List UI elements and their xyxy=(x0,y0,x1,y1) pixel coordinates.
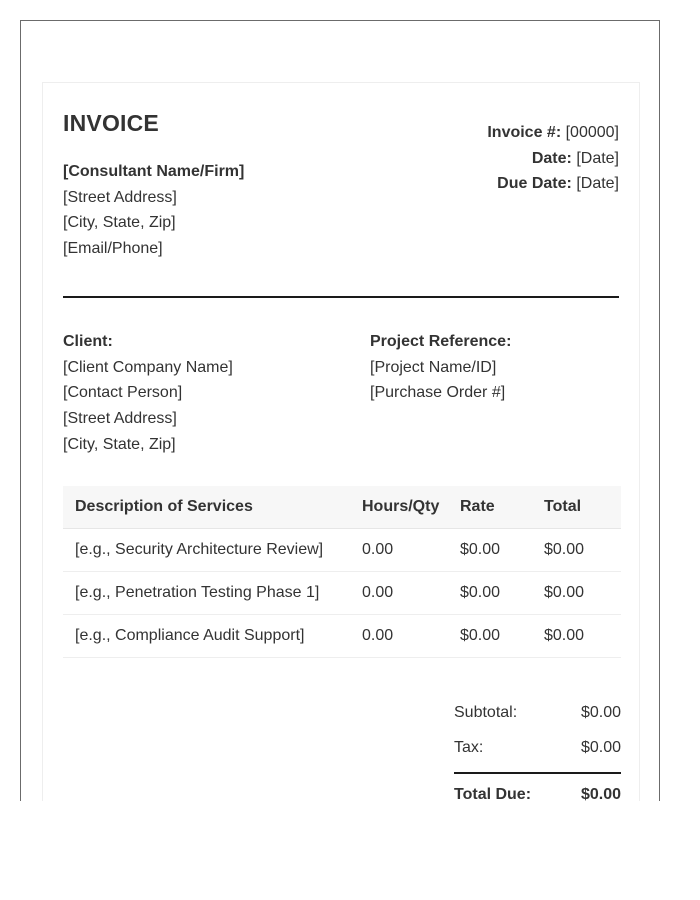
tax-value: $0.00 xyxy=(580,738,621,756)
subtotal-row xyxy=(454,695,621,730)
services-table xyxy=(63,486,621,658)
consultant-contact: [Email/Phone] xyxy=(63,240,163,258)
row-hours: 0.00 xyxy=(352,572,448,615)
tax-label: Tax: xyxy=(454,738,484,756)
invoice-title: INVOICE xyxy=(63,110,159,136)
consultant-street: [Street Address] xyxy=(63,188,177,206)
column-header-hours: Hours/Qty xyxy=(352,486,448,529)
row-rate: $0.00 xyxy=(448,615,532,658)
invoice-due-date-row xyxy=(487,171,619,197)
row-hours: 0.00 xyxy=(352,529,448,572)
table-row xyxy=(63,529,621,572)
invoice-date-value: [Date] xyxy=(576,149,619,167)
row-description: [e.g., Compliance Audit Support] xyxy=(63,615,352,658)
project-block xyxy=(370,329,511,406)
consultant-address-block xyxy=(63,159,244,262)
client-street: [Street Address] xyxy=(63,410,177,428)
total-due-row xyxy=(454,772,621,801)
table-row xyxy=(63,572,621,615)
invoice-number-row xyxy=(487,120,619,146)
consultant-name: [Consultant Name/Firm] xyxy=(63,163,245,180)
invoice-due-date-value: [Date] xyxy=(576,175,619,193)
invoice-date-row xyxy=(487,146,619,172)
consultant-city: [City, State, Zip] xyxy=(63,214,176,232)
column-header-rate: Rate xyxy=(448,486,532,529)
project-heading: Project Reference: xyxy=(370,333,512,350)
client-block xyxy=(63,329,233,458)
client-heading: Client: xyxy=(63,333,113,350)
table-header-row xyxy=(63,486,621,529)
invoice-page xyxy=(42,82,640,801)
subtotal-value: $0.00 xyxy=(580,703,621,721)
row-total: $0.00 xyxy=(532,529,621,572)
row-hours: 0.00 xyxy=(352,615,448,658)
row-total: $0.00 xyxy=(532,572,621,615)
total-due-label: Total Due: xyxy=(454,785,532,801)
row-description: [e.g., Penetration Testing Phase 1] xyxy=(63,572,352,615)
row-rate: $0.00 xyxy=(448,529,532,572)
table-row xyxy=(63,615,621,658)
invoice-number-value: [00000] xyxy=(565,124,619,141)
tax-row xyxy=(454,730,621,765)
client-city: [City, State, Zip] xyxy=(63,435,176,453)
row-total: $0.00 xyxy=(532,615,621,658)
total-due-value: $0.00 xyxy=(580,785,621,801)
column-header-description: Description of Services xyxy=(63,486,352,529)
invoice-content xyxy=(63,83,621,801)
subtotal-label: Subtotal: xyxy=(454,703,518,721)
client-company: [Client Company Name] xyxy=(63,358,233,376)
row-description: [e.g., Security Architecture Review] xyxy=(63,529,352,572)
invoice-due-date-label: Due Date: xyxy=(497,175,572,193)
invoice-header xyxy=(63,83,619,297)
document-viewport xyxy=(20,20,660,801)
project-name: [Project Name/ID] xyxy=(370,358,497,376)
totals-block xyxy=(454,695,621,801)
column-header-total: Total xyxy=(532,486,621,529)
project-po: [Purchase Order #] xyxy=(370,384,506,402)
row-rate: $0.00 xyxy=(448,572,532,615)
client-contact: [Contact Person] xyxy=(63,384,183,402)
invoice-meta xyxy=(487,120,619,197)
invoice-number-label: Invoice #: xyxy=(487,124,562,141)
header-divider xyxy=(63,296,619,298)
invoice-date-label: Date: xyxy=(531,149,572,167)
